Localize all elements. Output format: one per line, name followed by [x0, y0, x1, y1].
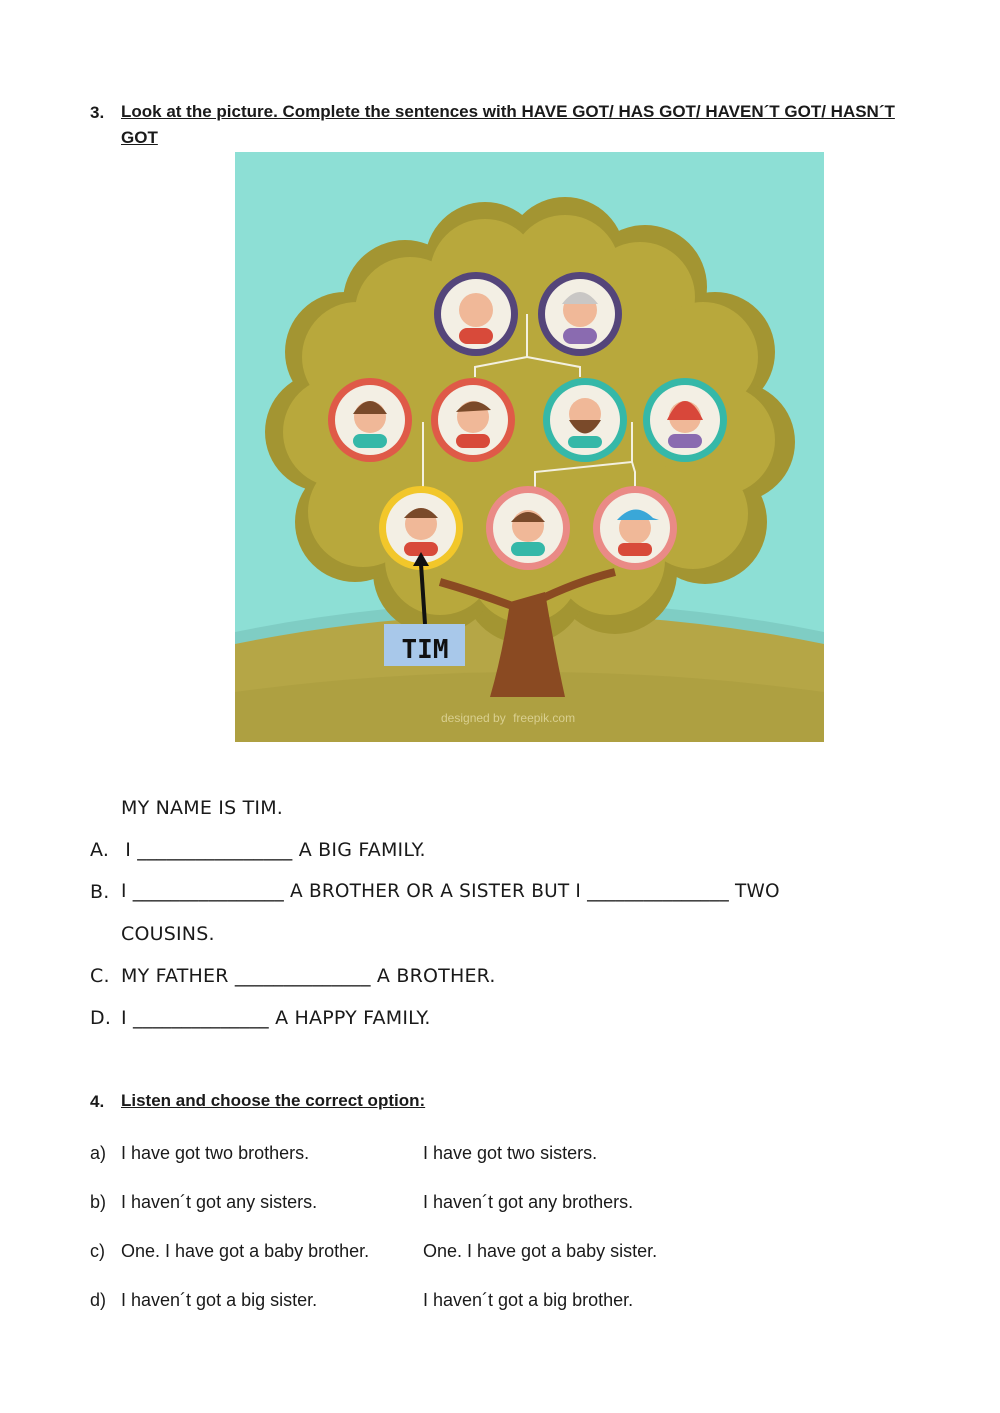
option-c-label: c)	[90, 1241, 105, 1261]
portrait-grandmother	[538, 272, 622, 356]
exercise-4-number: 4.	[90, 1092, 105, 1111]
sentence-d-text: I ______________ A HAPPY FAMILY.	[121, 1007, 431, 1029]
portrait-cousin-girl	[486, 486, 570, 570]
exercise-3-number: 3.	[90, 103, 105, 122]
portrait-grandfather	[434, 272, 518, 356]
portrait-aunt	[643, 378, 727, 462]
portrait-uncle	[543, 378, 627, 462]
sentence-b-continuation: COUSINS.	[121, 923, 215, 945]
portrait-cousin-boy	[593, 486, 677, 570]
sentence-b-mark: B.	[90, 881, 110, 903]
image-credit: designed by freepik.com	[441, 711, 576, 725]
option-b-first[interactable]: I haven´t got any sisters.	[121, 1192, 318, 1212]
option-a-second[interactable]: I have got two sisters.	[423, 1143, 598, 1163]
exercise-3-instruction-cont: GOT	[121, 128, 158, 147]
option-c-second[interactable]: One. I have got a baby sister.	[423, 1241, 658, 1261]
sentence-a-mark: A.	[90, 839, 110, 861]
exercise-4-title: Listen and choose the correct option:	[121, 1091, 426, 1110]
sentence-c-text: MY FATHER ______________ A BROTHER.	[121, 965, 496, 987]
option-d-second[interactable]: I haven´t got a big brother.	[423, 1290, 634, 1310]
portrait-mother	[328, 378, 412, 462]
option-a-label: a)	[90, 1143, 107, 1163]
tim-tag-label: TIM	[401, 635, 449, 665]
option-d-label: d)	[90, 1290, 107, 1310]
option-a-first[interactable]: I have got two brothers.	[121, 1143, 310, 1163]
sentence-d-mark: D.	[90, 1007, 112, 1029]
sentence-c-mark: C.	[90, 965, 110, 987]
family-tree-illustration	[235, 152, 824, 742]
portrait-father	[431, 378, 515, 462]
sentence-b-text: I ________________ A BROTHER OR A SISTER BUT I _______________ TWO	[121, 881, 780, 902]
exercise-3-instruction: Look at the picture. Complete the sentences with HAVE GOT/ HAS GOT/ HAVEN´T GOT/ HASN´T	[121, 102, 895, 121]
option-b-label: b)	[90, 1192, 107, 1212]
option-d-first[interactable]: I haven´t got a big sister.	[121, 1290, 318, 1310]
sentence-intro: MY NAME IS TIM.	[121, 797, 284, 819]
option-c-first[interactable]: One. I have got a baby brother.	[121, 1241, 370, 1261]
sentence-a-text: I ________________ A BIG FAMILY.	[119, 839, 426, 861]
option-b-second[interactable]: I haven´t got any brothers.	[423, 1192, 634, 1212]
